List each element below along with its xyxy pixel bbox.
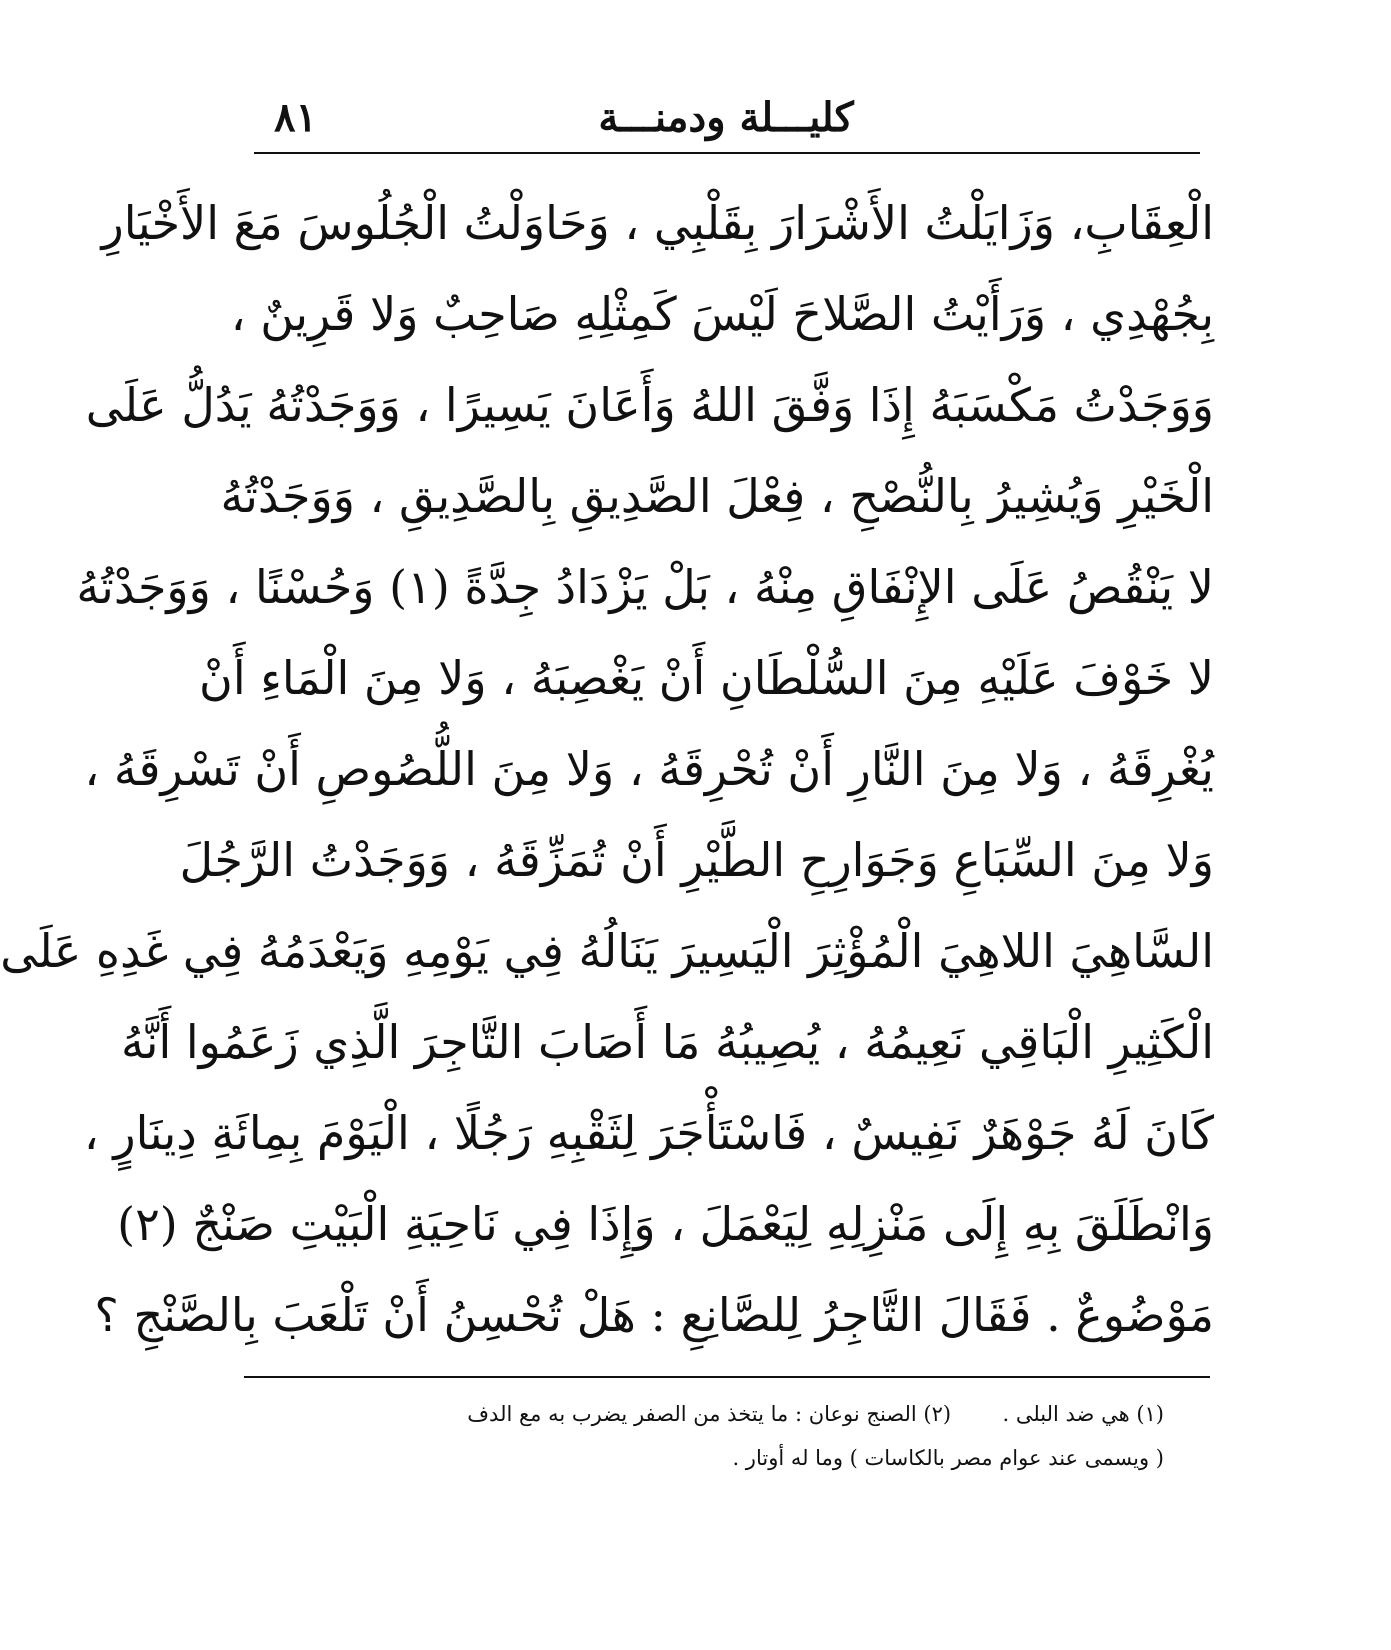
running-header	[256, 88, 1196, 148]
text-line: الْعِقَابِ، وَزَايَلْتُ الأَشْرَارَ بِقَلْبِي ، وَحَاوَلْتُ الْجُلُوسَ مَعَ الأَخْيَارِ	[101, 196, 1214, 250]
footnote-rule	[244, 1376, 1210, 1378]
text-line: لا خَوْفَ عَلَيْهِ مِنَ السُّلْطَانِ أَنْ يَغْصِبَهُ ، وَلا مِنَ الْمَاءِ أَنْ	[199, 651, 1214, 705]
text-line: الْكَثِيرِ الْبَاقِي نَعِيمُهُ ، يُصِيبُهُ مَا أَصَابَ التَّاجِرَ الَّذِي زَعَمُوا أَنَّهُ	[121, 1015, 1214, 1069]
text-line: وَانْطَلَقَ بِهِ إِلَى مَنْزِلِهِ لِيَعْمَلَ ، وَإِذَا فِي نَاحِيَةِ الْبَيْتِ صَنْجٌ (٢)	[117, 1197, 1214, 1251]
running-title: كليـــلة ودمنـــة	[598, 94, 854, 141]
footnote-line	[234, 1436, 1164, 1480]
text-line: مَوْضُوعٌ . فَقَالَ التَّاجِرُ لِلصَّانِعِ : هَلْ تُحْسِنُ أَنْ تَلْعَبَ بِالصَّنْجِ ؟	[94, 1288, 1214, 1342]
text-line: الْخَيْرِ وَيُشِيرُ بِالنُّصْحِ ، فِعْلَ الصَّدِيقِ بِالصَّدِيقِ ، وَوَجَدْتُهُ	[220, 469, 1214, 523]
text-line: بِجُهْدِي ، وَرَأَيْتُ الصَّلاحَ لَيْسَ كَمِثْلِهِ صَاحِبٌ وَلا قَرِينٌ ،	[230, 287, 1214, 341]
page-number: ٨١	[274, 94, 317, 141]
footnote-line	[234, 1392, 1164, 1436]
text-line: يُغْرِقَهُ ، وَلا مِنَ النَّارِ أَنْ تُحْرِقَهُ ، وَلا مِنَ اللُّصُوصِ أَنْ تَسْرِقَهُ ،	[84, 742, 1214, 796]
text-line: وَوَجَدْتُ مَكْسَبَهُ إِذَا وَفَّقَ اللهُ وَأَعَانَ يَسِيرًا ، وَوَجَدْتُهُ يَدُلُّ عَلَى	[85, 378, 1214, 432]
footnotes	[234, 1392, 1164, 1480]
body-text	[0, 178, 1214, 1361]
text-line: كَانَ لَهُ جَوْهَرٌ نَفِيسٌ ، فَاسْتَأْجَرَ لِثَقْبِهِ رَجُلًا ، الْيَوْمَ بِمِائَةِ دِينَارٍ ،	[83, 1106, 1214, 1160]
footnote-2: (٢) الصنج نوعان : ما يتخذ من الصفر يضرب به مع الدف	[467, 1402, 952, 1426]
text-line: وَلا مِنَ السِّبَاعِ وَجَوَارِحِ الطَّيْرِ أَنْ تُمَزِّقَهُ ، وَوَجَدْتُ الرَّجُلَ	[179, 833, 1214, 887]
footnote-1: (١) هي ضد البلى .	[1002, 1402, 1164, 1426]
text-line: لا يَنْقُصُ عَلَى الإِنْفَاقِ مِنْهُ ، بَلْ يَزْدَادُ جِدَّةً (١) وَحُسْنًا ، وَوَجَدْتُهُ	[76, 560, 1214, 614]
text-line: السَّاهِيَ اللاهِيَ الْمُؤْثِرَ الْيَسِيرَ يَنَالُهُ فِي يَوْمِهِ وَيَعْدَمُهُ فِي غَدِهِ عَلَى	[0, 924, 1214, 978]
footnote-2-continued: ( ويسمى عند عوام مصر بالكاسات ) وما له أوتار .	[732, 1446, 1164, 1470]
header-rule	[254, 152, 1200, 154]
